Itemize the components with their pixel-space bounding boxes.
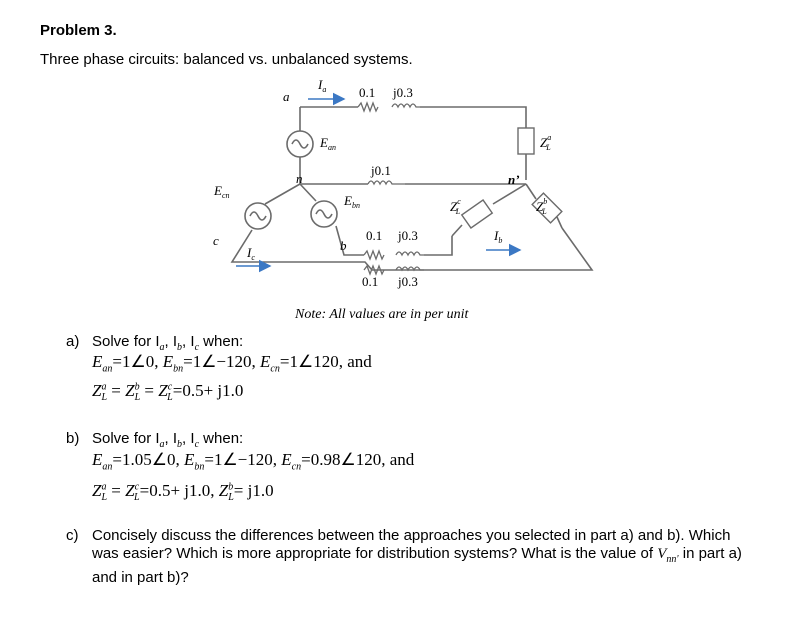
line-c-r: 0.1 [362,274,379,289]
inductor-b [396,252,424,255]
line-a-r: 0.1 [359,85,376,100]
svg-text:Ic: $I_c$ [247,245,255,262]
line-c-x: j0.3 [398,274,418,289]
source-an [287,131,313,157]
part-b-prompt: b) Solve for $I_a$, $I_b$, $I_c$ when: [66,430,244,450]
resistor-a [358,103,378,111]
source-bn [311,201,337,227]
problem-subtitle: Three phase circuits: balanced vs. unbalanced systems. [40,51,413,68]
line-b-r: 0.1 [366,228,383,243]
load-box-a [518,128,534,154]
svg-text:Ib: $I_b$ [494,228,503,245]
wire-a [300,107,526,131]
neutral-x: j0.1 [371,163,391,178]
resistor-c [364,266,384,274]
svg-text:Ean: $E_{an}$ [320,135,336,152]
part-a-prompt: a) Solve for $I_a$, $I_b$, $I_c$ when: [66,333,244,353]
note: Note: All values are in per unit [295,307,469,322]
node-c: c [213,233,219,248]
svg-text:ZcL: $Z^c$ L [450,197,461,216]
node-b: b [340,238,347,253]
part-a-loads: $Z^a_L = Z^b_L = Z^c_L=0.5+ j1.0$ [92,381,244,404]
part-b-sources: $E_{an}=1.05\angle 0$, $E_{bn}=1\angle-120$, $E_{cn}=0.98\angle 120$, and [92,450,415,473]
line-a-x: j0.3 [393,85,413,100]
inductor-a [392,104,420,107]
svg-text:ZbL: $Z^b$ L [536,197,548,216]
part-a-sources: $E_{an}=1\angle 0$, $E_{bn}=1\angle-120$, $E_{cn}=1\angle 120$, and [92,352,372,375]
load-box-c [462,200,492,228]
part-b-loads: $Z^a_L = Z^c_L=0.5+ j1.0$, $Z^b_L= j1.0$ [92,481,274,504]
line-b-x: j0.3 [398,228,418,243]
svg-text:Ecn: $E_{cn}$ [214,183,230,200]
inductor-neutral [368,181,405,184]
part-c-question: c) Concisely discuss the differences between the approaches you selected in part a) and b). Which was easier? Which is more appropriate for distribution systems? What is the value of $V_{nn'}$ in part a) and in part b)? [66,527,742,586]
node-n: n [296,171,303,186]
node-a: a [283,89,290,104]
svg-text:Ebn: $E_{bn}$ [344,193,360,210]
problem-title: Problem 3. [40,22,117,39]
wire-b [336,226,452,255]
svg-text:Ia: $I_a$ [318,77,327,94]
wire-star [265,157,316,204]
resistor-b [364,251,384,259]
svg-text:ZaL: $Z^a$ L [540,133,552,152]
node-n-prime: n’ [508,172,520,187]
source-cn [245,203,271,229]
